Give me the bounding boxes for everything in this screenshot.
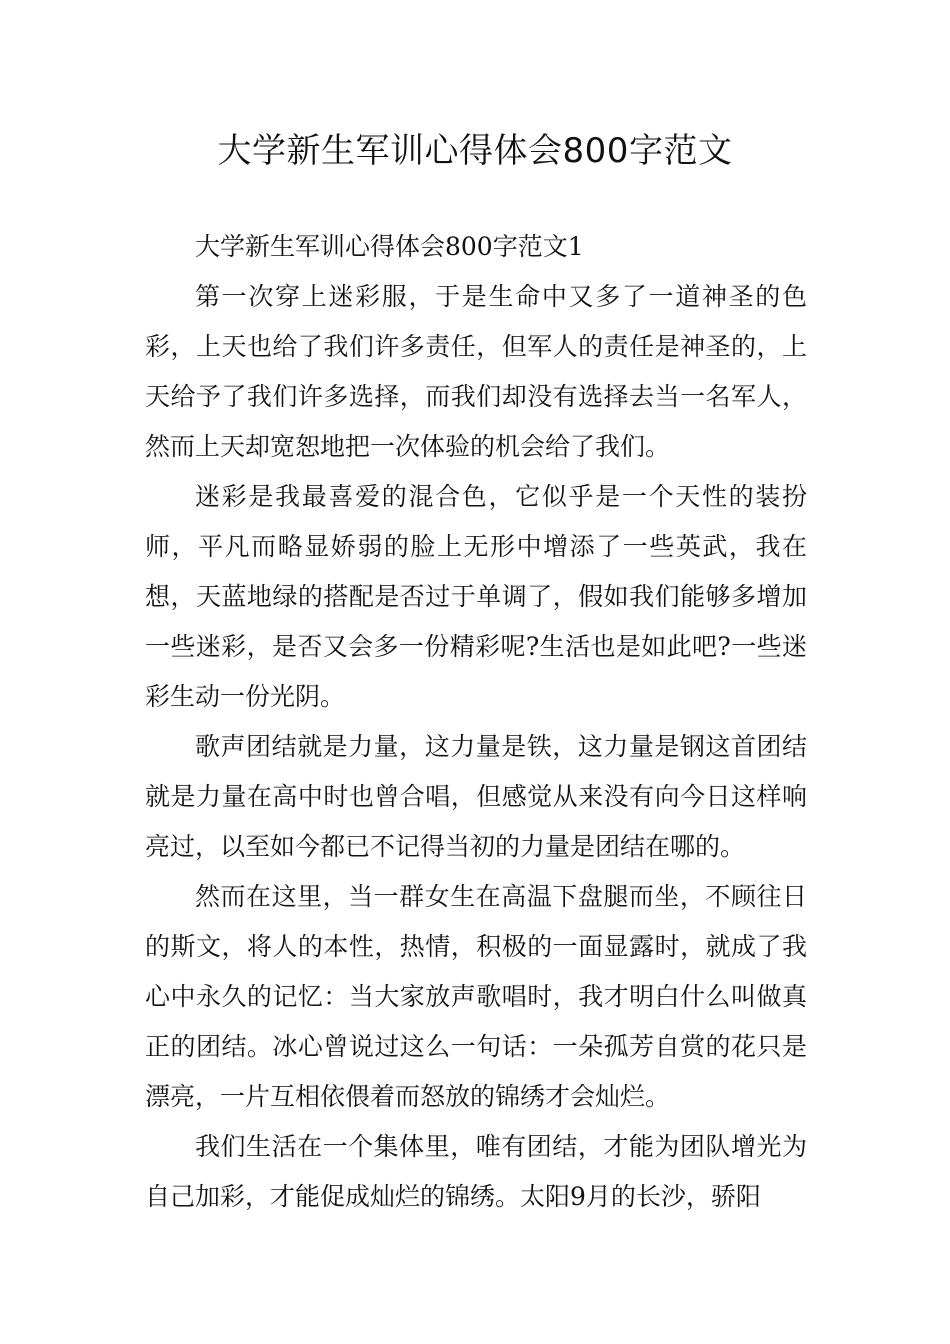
paragraph-subtitle: 大学新生军训心得体会800字范文1 <box>195 232 584 261</box>
document-body <box>145 222 807 1222</box>
paragraph: 然而在这里，当一群女生在高温下盘腿而坐，不顾往日的斯文，将人的本性，热情，积极的一面显露时，就成了我心中永久的记忆：当大家放声歌唱时，我才明白什么叫做真正的团结。冰心曾说过这么一句话：一朵孤芳自赏的花只是漂亮，一片互相依偎着而怒放的锦绣才会灿烂。 <box>145 882 807 1111</box>
paragraph: 第一次穿上迷彩服，于是生命中又多了一道神圣的色彩，上天也给了我们许多责任，但军人的责任是神圣的，上天给予了我们许多选择，而我们却没有选择去当一名军人，然而上天却宽恕地把一次体验的机会给了我们。 <box>145 282 807 461</box>
document-title: 大学新生军训心得体会800字范文 <box>217 131 733 171</box>
paragraph: 我们生活在一个集体里，唯有团结，才能为团队增光为自己加彩，才能促成灿烂的锦绣。太阳9月的长沙，骄阳 <box>145 1132 807 1211</box>
paragraph: 歌声团结就是力量，这力量是铁，这力量是钢这首团结就是力量在高中时也曾合唱，但感觉从来没有向今日这样响亮过，以至如今都已不记得当初的力量是团结在哪的。 <box>145 732 807 861</box>
paragraph: 迷彩是我最喜爱的混合色，它似乎是一个天性的装扮师，平凡而略显娇弱的脸上无形中增添了一些英武，我在想，天蓝地绿的搭配是否过于单调了，假如我们能够多增加一些迷彩，是否又会多一份精彩呢?生活也是如此吧?一些迷彩生动一份光阴。 <box>145 482 807 711</box>
